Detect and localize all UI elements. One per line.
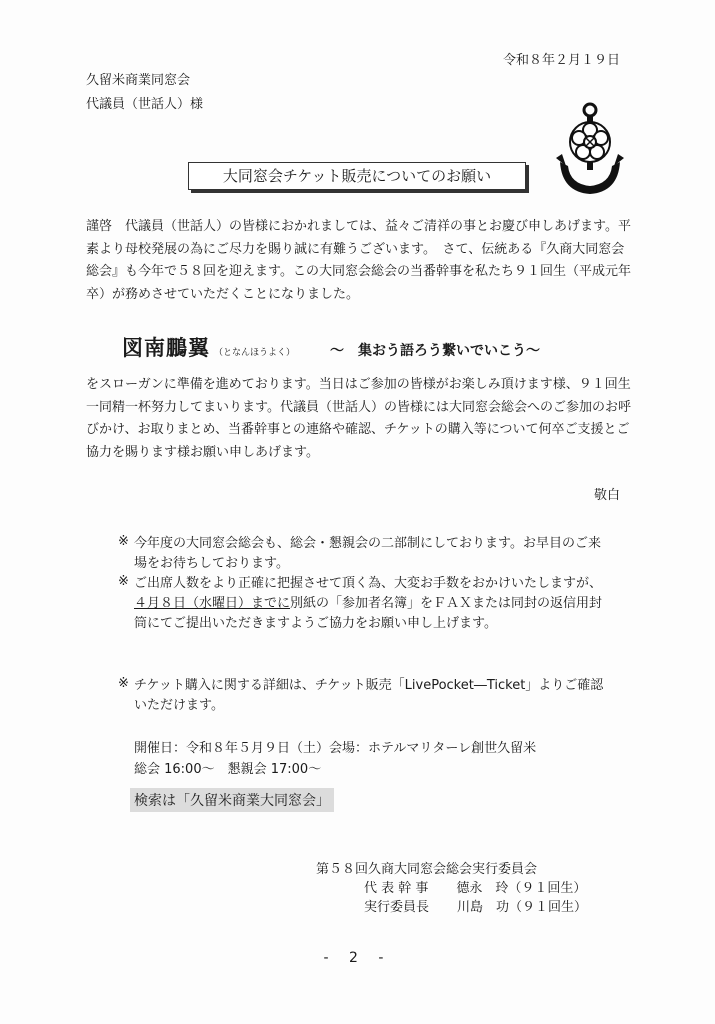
note-mark: ※ xyxy=(118,676,129,691)
letter-date: 令和８年２月１９日 xyxy=(502,53,620,68)
event-times: 総会 16:00～ 懇親会 17:00～ xyxy=(134,762,322,777)
note-attendance xyxy=(134,574,609,634)
committee-block xyxy=(316,858,587,915)
event-date-venue: 開催日：令和８年５月９日（土）会場：ホテルマリターレ創世久留米 xyxy=(134,741,537,756)
addressee-role: 代議員（世話人）様 xyxy=(86,97,204,112)
addressee-org: 久留米商業同窓会 xyxy=(86,73,191,88)
note-mark: ※ xyxy=(118,574,129,589)
signature-name: 川島 功（９１回生） xyxy=(457,900,588,915)
note-tickets: チケット購入に関する詳細は、チケット販売「LivePocket―Ticket」よりご確認いただけます。 xyxy=(134,678,604,713)
note-attendance-text-a: ご出席人数をより正確に把握させて頂く為、大変お手数をおかけいたしますが、 xyxy=(134,576,603,591)
page-number: - 2 - xyxy=(323,950,392,966)
note-attendance-text-b: 別紙の「参加者名簿」をＦＡＸまたは同封の返信用封筒にてご提出いただきますようご協力をお願い申し上げます。 xyxy=(134,596,603,631)
deadline-text: ４月８日（水曜日）までに xyxy=(134,596,291,611)
anchor-emblem-icon xyxy=(552,100,628,198)
signature-row xyxy=(364,877,587,896)
signature-row xyxy=(364,896,587,915)
signature-name: 德永 玲（９１回生） xyxy=(456,881,587,896)
search-hint: 検索は「久留米商業大同窓会」 xyxy=(130,788,334,812)
committee-name: 第５８回久商大同窓会総会実行委員会 xyxy=(316,862,538,877)
slogan-main: 図南鵬翼 xyxy=(122,336,210,360)
slogan-reading: （となんほうよく） xyxy=(214,348,296,358)
request-paragraph: をスローガンに準備を進めております。当日はご参加の皆様がお楽しみ頂けます様、９１回生一同精一杯努力してまいります。代議員（世話人）の皆様には大同窓会総会へのご参加のお呼びかけ、お取りまとめ、当番幹事との連絡や確認、チケットの購入等について何卒ご支援とご協力を賜ります様お願い申しあげます。 xyxy=(86,377,631,460)
signature-role: 代 表 幹 事 xyxy=(364,881,429,896)
slogan-subtitle: ～ 集おう語ろう繋いでいこう～ xyxy=(330,343,540,359)
letter-title: 大同窓会チケット販売についてのお願い xyxy=(188,162,526,190)
greeting-paragraph: 謹啓 代議員（世話人）の皆様におかれましては、益々ご清祥の事とお慶び申しあげます。平素より母校発展の為にご尽力を賜り誠に有難うございます。 さて、伝統ある『久商大同窓会総会』も今年で５８回を迎えます。この大同窓会総会の当番幹事を私たち９１回生（平成元年卒）が務めさせていただくことになりました。 xyxy=(86,219,631,302)
note-mark: ※ xyxy=(118,534,129,549)
signature-role: 実行委員長 xyxy=(364,900,430,915)
note-two-part: 今年度の大同窓会総会も、総会・懇親会の二部制にしております。お早目のご来場をお待ちしております。 xyxy=(134,536,601,571)
event-info xyxy=(134,738,536,780)
closing-word: 敬白 xyxy=(593,488,620,503)
slogan xyxy=(122,332,295,362)
